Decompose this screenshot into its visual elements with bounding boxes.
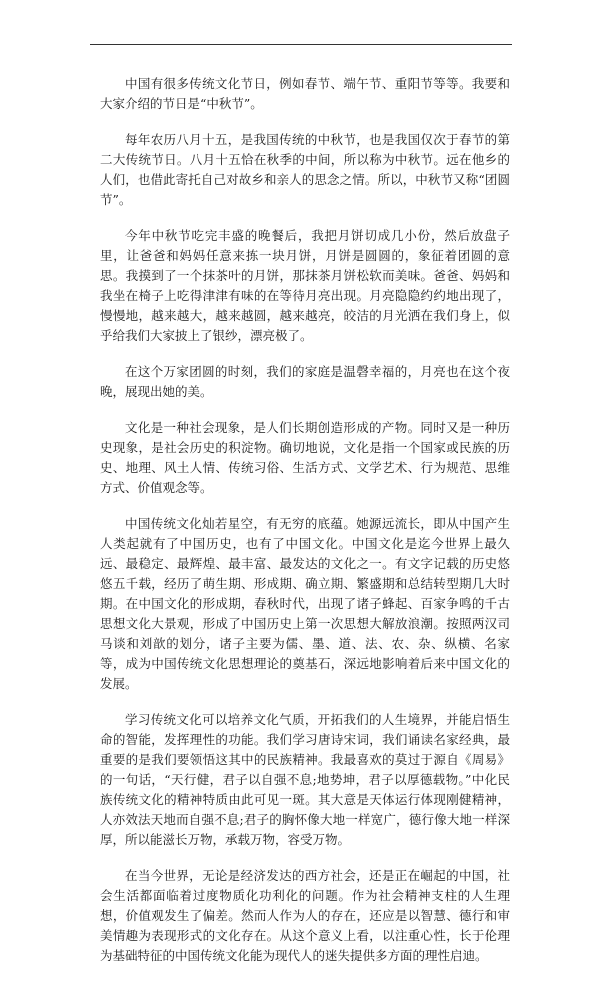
paragraph-6: 中国传统文化灿若星空，有无穷的底蕴。她源远流长，即从中国产生人类起就有了中国历史，也有了中国文化。中国文化是迄今世界上最久远、最稳定、最辉煌、最丰富、最发达的文化之一。有文字记载的历史悠悠五千载，经历了萌生期、形成期、确立期、繁盛期和总结转型期几大时期。在中国文化的形成期，春秋时代，出现了诸子蜂起、百家争鸣的千古思想文化大景观，形成了中国历史上第一次思想大解放浪潮。按照两汉司马谈和刘歆的划分，诸子主要为儒、墨、道、法、农、杂、纵横、名家等，成为中国传统文化思想理论的奠基石，深远地影响着后来中国文化的发展。 (100, 516, 510, 691)
paragraph-5: 文化是一种社会现象，是人们长期创造形成的产物。同时又是一种历史现象，是社会历史的积淀物。确切地说，文化是指一个国家或民族的历史、地理、风土人情、传统习俗、生活方式、文学艺术、行为规范、思维方式、价值观念等。 (100, 420, 510, 495)
paragraph-4: 在这个万家团圆的时刻，我们的家庭是温磬幸福的，月亮也在这个夜晚，展现出她的美。 (100, 364, 510, 399)
paragraph-2: 每年农历八月十五，是我国传统的中秋节，也是我国仅次于春节的第二大传统节日。八月十五恰在秋季的中间，所以称为中秋节。远在他乡的人们，也借此寄托自己对故乡和亲人的思念之情。所以，中秋节又称“团圆节”。 (100, 132, 510, 207)
paragraph-7: 学习传统文化可以培养文化气质，开拓我们的人生境界，并能启悟生命的智能，发挥理性的功能。我们学习唐诗宋词，我们诵读名家经典，最重要的是我们要领悟这其中的民族精神。我最喜欢的莫过于源自《周易》的一句话，“天行健，君子以自强不息;地势坤，君子以厚德载物。”中化民族传统文化的精神特质由此可见一斑。其大意是天体运行体现刚健精神，人亦效法天地而自强不息;君子的胸怀像大地一样宽广，德行像大地一样深厚，所以能滋长万物，承载万物，容受万物。 (100, 712, 510, 847)
paragraph-1: 中国有很多传统文化节日，例如春节、端午节、重阳节等等。我要和大家介绍的节日是“中秋节”。 (100, 76, 510, 111)
header-rule (90, 44, 512, 45)
document-body (100, 74, 510, 982)
paragraph-8: 在当今世界，无论是经济发达的西方社会，还是正在崛起的中国，社会生活都面临着过度物质化功利化的问题。作为社会精神支柱的人生理想，价值观发生了偏差。然而人作为人的存在，还应是以智慧、德行和审美情趣为表现形式的文化存在。从这个意义上看，以注重心性，长于伦理为基础特征的中国传统文化能为现代人的迷失提供多方面的理性启迪。 (100, 868, 510, 963)
paragraph-3: 今年中秋节吃完丰盛的晚餐后，我把月饼切成几小份，然后放盘子里，让爸爸和妈妈任意来拣一块月饼，月饼是圆圆的，象征着团圆的意思。我摸到了一个抹茶叶的月饼，那抹茶月饼松软而美味。爸爸、妈妈和我坐在椅子上吃得津津有味的在等待月亮出现。月亮隐隐约约地出现了，慢慢地，越来越大，越来越圆，越来越亮，皎洁的月光洒在我们身上，似乎给我们大家披上了银纱，漂亮极了。 (100, 228, 510, 343)
